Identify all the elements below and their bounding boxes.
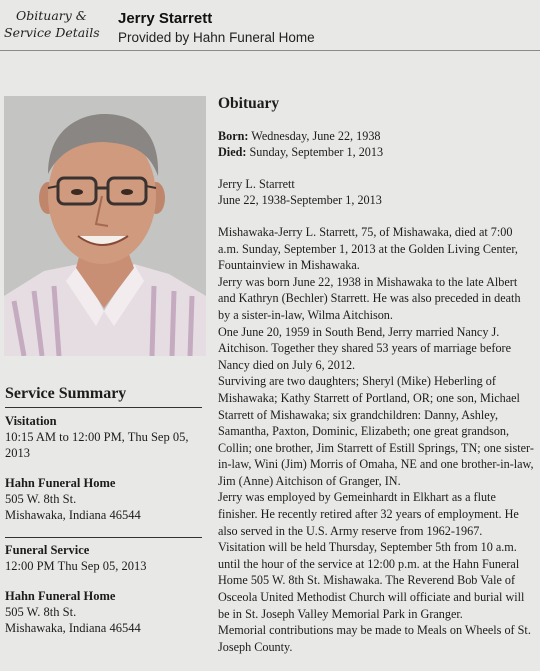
funeral-location-name: Hahn Funeral Home bbox=[5, 589, 116, 603]
divider bbox=[5, 537, 202, 538]
funeral-title: Funeral Service bbox=[5, 543, 90, 557]
page-header bbox=[0, 0, 540, 51]
obituary-name-line: Jerry L. Starrett bbox=[218, 176, 295, 191]
obituary-dates-line: June 22, 1938-September 1, 2013 bbox=[218, 193, 382, 208]
obituary-title: Obituary bbox=[218, 95, 280, 112]
visitation-location-name: Hahn Funeral Home bbox=[5, 476, 116, 490]
funeral-time: 12:00 PM Thu Sep 05, 2013 bbox=[5, 559, 147, 573]
obituary-paragraph: Visitation will be held Thursday, September 5th from 10 a.m. until the hour of the service at 12:00 p.m. at the Hahn Funeral Home 505 W. 8th St. Mishawaka. The Reverend Bob Vale of Osceola United Methodist Church will officiate and burial will be in St. Joseph Valley Memorial Park in Granger. bbox=[218, 540, 525, 621]
born-label: Born: bbox=[218, 128, 249, 143]
visitation-year: 2013 bbox=[5, 446, 30, 460]
logo bbox=[4, 7, 104, 41]
obituary-paragraph: Jerry was employed by Gemeinhardt in Elkhart as a flute finisher. He recently retired after 32 years of employment. He also served in the U.S. Army reserve from 1962-1967. bbox=[218, 490, 519, 538]
born-line bbox=[218, 128, 534, 145]
obituary-paragraph: Memorial contributions may be made to Meals on Wheels of St. Joseph County. bbox=[218, 623, 531, 654]
died-value: Sunday, September 1, 2013 bbox=[249, 145, 384, 160]
logo-line-1: Obituary & bbox=[16, 8, 87, 23]
obituary-section bbox=[218, 96, 534, 655]
visitation-time: 10:15 AM to 12:00 PM, Thu Sep 05, bbox=[5, 430, 189, 444]
visitation-block bbox=[5, 413, 202, 523]
portrait-photo bbox=[4, 96, 206, 356]
service-summary-title: Service Summary bbox=[5, 386, 202, 408]
born-value: Wednesday, June 22, 1938 bbox=[251, 128, 381, 143]
funeral-address-line-1: 505 W. 8th St. bbox=[5, 605, 77, 619]
service-summary bbox=[5, 386, 202, 636]
died-label: Died: bbox=[218, 145, 247, 160]
funeral-address-line-2: Mishawaka, Indiana 46544 bbox=[5, 621, 141, 635]
logo-line-2: Service Details bbox=[4, 25, 100, 40]
obituary-paragraph: Surviving are two daughters; Sheryl (Mike) Heberling of Mishawaka; Kathy Starrett of Portland, OR; one son, Michael Starrett of Mishawaka; six grandchildren: Danny, Ashley, Samantha, Paxton, Dominic, Elizabeth; one great grandson, Collin; one brother, Jim Starrett of Estill Springs, TN; one sister-in-law, Wini (Jim) Morris of Omaha, NE and one brother-in-law, Jim (Anne) Aitchison of Granger, IN. bbox=[218, 374, 534, 488]
obituary-paragraph: Jerry was born June 22, 1938 in Mishawaka to the late Albert and Kathryn (Bechler) Starrett. He was also preceded in death by a sister-in-law, Wilma Aitchison. bbox=[218, 274, 521, 322]
visitation-title: Visitation bbox=[5, 414, 57, 428]
visitation-address-line-2: Mishawaka, Indiana 46544 bbox=[5, 508, 141, 522]
visitation-address-line-1: 505 W. 8th St. bbox=[5, 492, 77, 506]
portrait-illustration bbox=[4, 96, 206, 356]
provider-line: Provided by Hahn Funeral Home bbox=[118, 30, 315, 45]
funeral-block bbox=[5, 542, 202, 636]
obituary-paragraph: Mishawaka-Jerry L. Starrett, 75, of Mishawaka, died at 7:00 a.m. Sunday, September 1, 2013 at the Golden Living Center, Fountainview in Mishawaka. bbox=[218, 224, 518, 273]
deceased-name: Jerry Starrett bbox=[118, 10, 213, 27]
died-line bbox=[218, 144, 534, 161]
obituary-paragraph: One June 20, 1959 in South Bend, Jerry married Nancy J. Aitchison. Together they shared 53 years of marriage before Nancy died on July 6, 2012. bbox=[218, 324, 512, 372]
